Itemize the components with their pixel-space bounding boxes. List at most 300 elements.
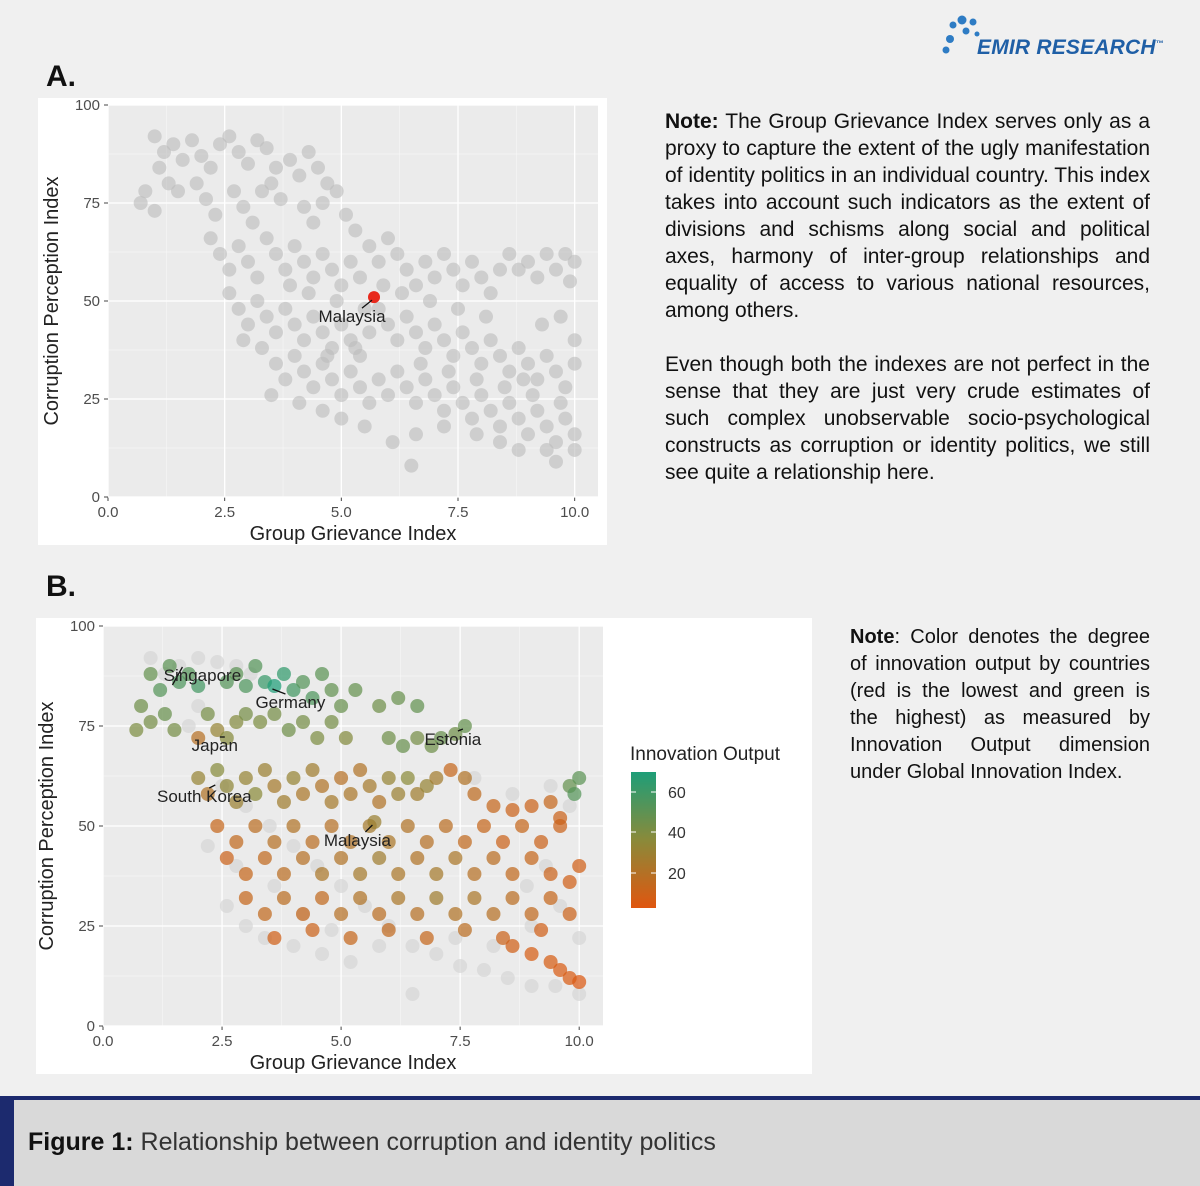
data-point <box>400 263 414 277</box>
data-point <box>353 380 367 394</box>
data-point <box>512 443 526 457</box>
data-point <box>439 819 453 833</box>
data-point <box>210 819 224 833</box>
data-point <box>320 349 334 363</box>
data-point <box>568 357 582 371</box>
background-point <box>372 939 386 953</box>
data-point <box>391 691 405 705</box>
data-point <box>264 388 278 402</box>
data-point <box>372 795 386 809</box>
data-point <box>535 318 549 332</box>
data-point <box>204 231 218 245</box>
data-point <box>227 184 241 198</box>
data-point <box>549 365 563 379</box>
data-point <box>372 699 386 713</box>
data-point <box>506 803 520 817</box>
data-point <box>260 231 274 245</box>
data-point <box>428 318 442 332</box>
data-point <box>362 325 376 339</box>
data-point <box>409 427 423 441</box>
data-point <box>506 891 520 905</box>
data-point <box>334 771 348 785</box>
panel-b-letter: B. <box>46 570 76 603</box>
data-point <box>286 771 300 785</box>
panel-a-letter: A. <box>46 60 76 93</box>
data-point <box>267 835 281 849</box>
background-point <box>267 879 281 893</box>
data-point <box>553 819 567 833</box>
data-point <box>525 947 539 961</box>
data-point <box>390 333 404 347</box>
data-point <box>572 859 586 873</box>
y-tick-label: 100 <box>69 618 95 635</box>
data-point <box>353 763 367 777</box>
background-point <box>144 651 158 665</box>
background-point <box>406 987 420 1001</box>
data-point <box>409 325 423 339</box>
data-point <box>554 310 568 324</box>
panel-b-note-p <box>850 624 1150 786</box>
data-point <box>296 851 310 865</box>
data-point <box>239 707 253 721</box>
data-point <box>171 184 185 198</box>
annotation-label: Malaysia <box>323 831 391 850</box>
data-point <box>232 239 246 253</box>
figure-caption-text: Relationship between corruption and identity politics <box>133 1128 716 1156</box>
data-point <box>410 699 424 713</box>
panel-b-plot <box>36 618 812 1074</box>
panel-b-note <box>850 624 1150 813</box>
background-point <box>286 839 300 853</box>
data-point <box>239 867 253 881</box>
data-point <box>502 396 516 410</box>
data-point <box>302 145 316 159</box>
data-point <box>310 731 324 745</box>
data-point <box>502 365 516 379</box>
data-point <box>400 310 414 324</box>
data-point <box>363 779 377 793</box>
data-point <box>220 851 234 865</box>
data-point <box>239 891 253 905</box>
data-point <box>362 239 376 253</box>
panel-b-chart <box>36 618 812 1074</box>
data-point <box>199 192 213 206</box>
data-point <box>232 145 246 159</box>
data-point <box>339 208 353 222</box>
data-point <box>448 851 462 865</box>
data-point <box>134 196 148 210</box>
background-point <box>506 787 520 801</box>
data-point <box>372 255 386 269</box>
data-point <box>250 270 264 284</box>
data-point <box>269 357 283 371</box>
background-point <box>344 955 358 969</box>
data-point <box>526 388 540 402</box>
data-point <box>353 891 367 905</box>
annotation-label: Germany <box>255 693 326 712</box>
data-point <box>344 787 358 801</box>
data-point <box>381 388 395 402</box>
data-point <box>250 294 264 308</box>
data-point <box>297 255 311 269</box>
data-point <box>334 851 348 865</box>
data-point <box>414 357 428 371</box>
data-point <box>222 129 236 143</box>
data-point <box>484 404 498 418</box>
data-point <box>410 907 424 921</box>
data-point <box>277 795 291 809</box>
data-point <box>484 333 498 347</box>
data-point <box>311 161 325 175</box>
data-point <box>456 278 470 292</box>
data-point <box>210 763 224 777</box>
data-point <box>530 372 544 386</box>
data-point <box>465 341 479 355</box>
data-point <box>229 835 243 849</box>
data-point <box>420 835 434 849</box>
data-point <box>540 247 554 261</box>
data-point <box>283 278 297 292</box>
data-point <box>544 795 558 809</box>
data-point <box>277 667 291 681</box>
background-point <box>520 879 534 893</box>
data-point <box>296 787 310 801</box>
data-point <box>446 380 460 394</box>
annotation-label: Estonia <box>424 730 482 749</box>
data-point <box>362 396 376 410</box>
data-point <box>204 161 218 175</box>
data-point <box>456 396 470 410</box>
data-point <box>437 404 451 418</box>
data-point <box>493 435 507 449</box>
y-tick-label: 25 <box>78 918 95 935</box>
data-point <box>502 247 516 261</box>
data-point <box>530 270 544 284</box>
data-point <box>306 380 320 394</box>
data-point <box>194 149 208 163</box>
data-point <box>269 325 283 339</box>
data-point <box>208 208 222 222</box>
data-point <box>152 161 166 175</box>
data-point <box>277 891 291 905</box>
data-point <box>353 867 367 881</box>
data-point <box>544 891 558 905</box>
data-point <box>470 427 484 441</box>
data-point <box>410 851 424 865</box>
data-point <box>315 779 329 793</box>
background-point <box>453 959 467 973</box>
background-point <box>477 963 491 977</box>
data-point <box>525 907 539 921</box>
data-point <box>558 412 572 426</box>
legend-tick-label: 40 <box>668 825 686 842</box>
data-point <box>367 815 381 829</box>
data-point <box>467 891 481 905</box>
y-tick-label: 75 <box>78 718 95 735</box>
data-point <box>330 294 344 308</box>
background-point <box>182 719 196 733</box>
data-point <box>563 907 577 921</box>
data-point <box>372 851 386 865</box>
logo-dots-icon <box>940 14 980 54</box>
x-tick-label: 5.0 <box>330 1033 352 1050</box>
data-point <box>401 819 415 833</box>
data-point <box>437 247 451 261</box>
data-point <box>167 723 181 737</box>
background-point <box>544 779 558 793</box>
data-point <box>325 372 339 386</box>
data-point <box>344 255 358 269</box>
data-point <box>429 867 443 881</box>
background-point <box>334 879 348 893</box>
x-tick-label: 10.0 <box>564 1033 594 1050</box>
data-point <box>278 263 292 277</box>
data-point <box>283 153 297 167</box>
x-axis-title: Group Grievance Index <box>249 1052 457 1074</box>
data-point <box>185 133 199 147</box>
data-point <box>241 255 255 269</box>
data-point <box>278 302 292 316</box>
data-point <box>429 771 443 785</box>
data-point <box>493 419 507 433</box>
data-point <box>401 771 415 785</box>
y-axis-title: Corruption Perception Index <box>41 176 63 426</box>
panel-b-note-label: Note <box>850 626 895 648</box>
data-point <box>391 867 405 881</box>
data-point <box>418 255 432 269</box>
data-point <box>486 907 500 921</box>
x-tick-label: 0.0 <box>92 1033 114 1050</box>
data-point <box>190 176 204 190</box>
data-point <box>382 771 396 785</box>
data-point <box>248 659 262 673</box>
data-point <box>264 176 278 190</box>
data-point <box>396 739 410 753</box>
data-point <box>525 851 539 865</box>
data-point <box>486 799 500 813</box>
data-point <box>446 263 460 277</box>
data-point <box>544 867 558 881</box>
data-point <box>558 380 572 394</box>
data-point <box>372 907 386 921</box>
data-point <box>382 923 396 937</box>
data-point <box>129 723 143 737</box>
data-point <box>549 263 563 277</box>
data-point <box>325 263 339 277</box>
brand-name: EMIR RESEARCH <box>977 36 1156 59</box>
data-point <box>348 683 362 697</box>
data-point <box>344 365 358 379</box>
data-point <box>344 931 358 945</box>
x-tick-label: 10.0 <box>560 504 590 521</box>
data-point <box>376 278 390 292</box>
data-point <box>496 835 510 849</box>
y-tick-label: 0 <box>91 489 100 506</box>
data-point <box>348 341 362 355</box>
data-point <box>372 372 386 386</box>
data-point <box>521 255 535 269</box>
data-point <box>474 357 488 371</box>
data-point <box>444 763 458 777</box>
data-point <box>521 357 535 371</box>
annotation-label: Singapore <box>163 666 242 685</box>
data-point <box>334 907 348 921</box>
figure-caption-bar <box>0 1096 1200 1186</box>
figure-caption-label: Figure 1: <box>28 1128 134 1156</box>
data-point <box>316 325 330 339</box>
data-point <box>429 891 443 905</box>
data-point <box>258 907 272 921</box>
background-point <box>325 923 339 937</box>
data-point <box>222 263 236 277</box>
panel-a-note-p1 <box>665 108 1150 324</box>
caption-accent-bar <box>0 1100 14 1186</box>
data-point <box>568 427 582 441</box>
data-point <box>534 835 548 849</box>
data-point <box>282 723 296 737</box>
emir-research-logo <box>940 14 1190 64</box>
data-point <box>334 278 348 292</box>
data-point <box>134 699 148 713</box>
data-point <box>296 715 310 729</box>
data-point <box>448 907 462 921</box>
data-point <box>410 731 424 745</box>
x-tick-label: 5.0 <box>330 504 352 521</box>
data-point <box>418 372 432 386</box>
panel-a-plot <box>38 98 607 545</box>
y-axis-title: Corruption Perception Index <box>36 701 58 951</box>
figure-caption <box>28 1128 716 1157</box>
background-point <box>286 939 300 953</box>
data-point <box>316 404 330 418</box>
data-point <box>330 184 344 198</box>
data-point <box>446 349 460 363</box>
data-point <box>493 263 507 277</box>
data-point <box>486 851 500 865</box>
x-tick-label: 0.0 <box>97 504 119 521</box>
background-point <box>315 947 329 961</box>
background-point <box>572 987 586 1001</box>
data-point <box>512 412 526 426</box>
data-point <box>515 819 529 833</box>
x-tick-label: 7.5 <box>449 1033 471 1050</box>
data-point <box>292 169 306 183</box>
background-point <box>263 819 277 833</box>
data-point <box>458 835 472 849</box>
data-point <box>400 380 414 394</box>
data-point <box>467 787 481 801</box>
data-point <box>451 302 465 316</box>
legend-tick-label: 20 <box>668 866 686 883</box>
data-point <box>353 270 367 284</box>
data-point <box>506 867 520 881</box>
data-point <box>437 419 451 433</box>
background-point <box>501 971 515 985</box>
data-point <box>479 310 493 324</box>
data-point <box>306 216 320 230</box>
data-point <box>567 787 581 801</box>
data-point <box>278 372 292 386</box>
x-tick-label: 2.5 <box>211 1033 233 1050</box>
background-point <box>563 799 577 813</box>
data-point <box>409 278 423 292</box>
data-point <box>437 333 451 347</box>
data-point <box>498 380 512 394</box>
data-point <box>296 675 310 689</box>
y-tick-label: 75 <box>83 195 100 212</box>
data-point <box>239 771 253 785</box>
data-point <box>474 388 488 402</box>
data-point <box>458 771 472 785</box>
data-point <box>506 939 520 953</box>
data-point <box>153 683 167 697</box>
x-tick-label: 2.5 <box>214 504 236 521</box>
data-point <box>302 286 316 300</box>
data-point <box>554 396 568 410</box>
background-point <box>429 947 443 961</box>
data-point <box>568 443 582 457</box>
data-point <box>530 404 544 418</box>
background-point <box>525 979 539 993</box>
panel-a-note-text: The Group Grievance Index serves only as a proxy to capture the extent of the ugly manifestation of identity politics in an individual country. This index takes into account such indicators as the extent of divisions and schisms along social and political axes, harmony of inter-group relationships and equality of access to various national resources, among others. <box>665 110 1150 322</box>
data-point <box>148 204 162 218</box>
data-point <box>325 795 339 809</box>
data-point <box>563 274 577 288</box>
data-point <box>236 333 250 347</box>
data-point <box>288 239 302 253</box>
background-point <box>572 931 586 945</box>
data-point <box>428 388 442 402</box>
data-point <box>465 412 479 426</box>
data-point <box>260 310 274 324</box>
data-point <box>493 349 507 363</box>
data-point <box>458 923 472 937</box>
data-point <box>260 141 274 155</box>
data-point <box>144 715 158 729</box>
data-point <box>540 419 554 433</box>
data-point <box>258 851 272 865</box>
data-point <box>213 247 227 261</box>
data-point <box>306 763 320 777</box>
panel-a-note-p2: Even though both the indexes are not perfect in the sense that they are just very crude estimates of such complex unobservable socio-psychological constructs as corruption or identity politics, we still see quite a relationship here. <box>665 353 1150 484</box>
panel-a-note <box>665 108 1150 513</box>
data-point <box>267 779 281 793</box>
data-point <box>286 819 300 833</box>
y-tick-label: 25 <box>83 391 100 408</box>
data-point <box>274 192 288 206</box>
data-point <box>232 302 246 316</box>
data-point <box>297 200 311 214</box>
data-point <box>258 763 272 777</box>
data-point <box>246 216 260 230</box>
annotation-label: Japan <box>191 736 238 755</box>
data-point <box>409 396 423 410</box>
data-point <box>563 875 577 889</box>
data-point <box>158 707 172 721</box>
data-point <box>390 247 404 261</box>
data-point <box>334 699 348 713</box>
annotation-label: South Korea <box>157 787 252 806</box>
data-point <box>339 731 353 745</box>
data-point <box>296 907 310 921</box>
data-point <box>148 129 162 143</box>
data-point <box>144 667 158 681</box>
data-point <box>470 372 484 386</box>
data-point <box>456 325 470 339</box>
data-point <box>512 341 526 355</box>
data-point <box>386 435 400 449</box>
data-point <box>277 867 291 881</box>
